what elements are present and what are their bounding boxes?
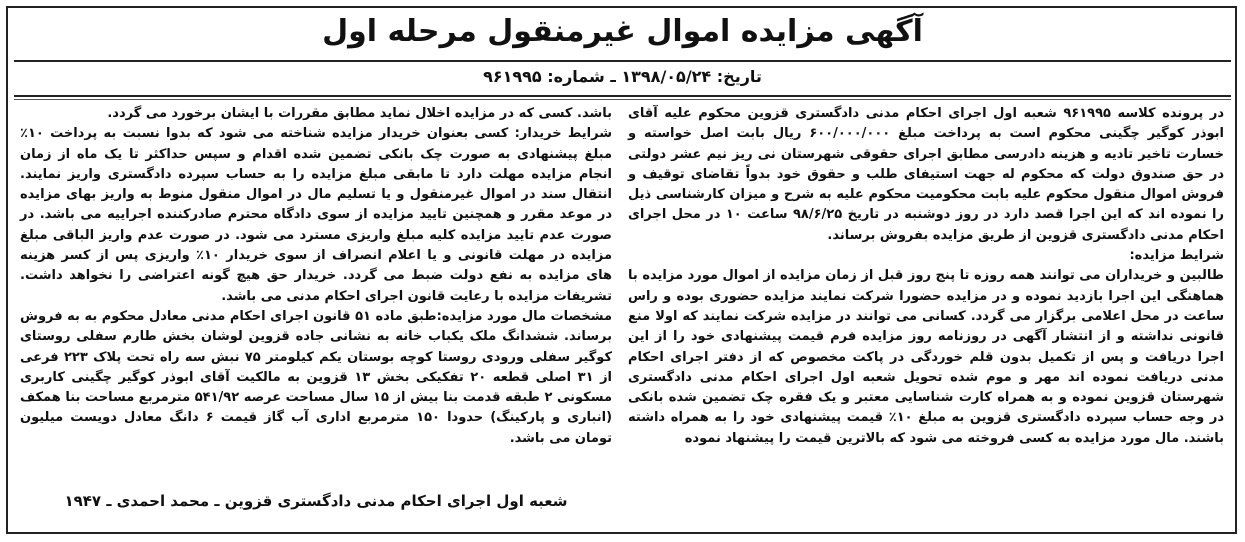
title-divider	[14, 60, 1231, 62]
property-specs-text: طبق ماده ۵۱ قانون اجرای احکام مدنی معادل محکوم به به فروش برساند. ششدانگ ملک یکباب خانه به نشانی جاده قزوین لوشان بخش طارم سفلی روستای کوگیر سفلی ورودی روستا کوچه بوستان یکم کیلومتر ۷۵ نبش سه راه تحت پلاک ۲۲۳ فرعی از ۳۱ اصلی قطعه ۲۰ تفکیکی بخش ۱۳ قزوین به مالکیت آقای ابوذر کوگیر چگینی کاربری مسکونی ۲ طبقه قدمت بنا بیش از ۱۵ سال مساحت عرصه ۵۴۱/۹۲ مترمربع مساحت بنا همکف (انباری و پارکینگ) حدودا ۱۵۰ مترمربع اداری آب گاز قیمت ۶ دانگ معادل دویست میلیون تومان می باشد.	[20, 308, 613, 446]
conditions-heading: شرایط مزایده:	[1129, 248, 1224, 264]
buyer-conditions-heading: شرایط خریدار:	[514, 126, 613, 142]
notice-title: آگهی مزایده اموال غیرمنقول مرحله اول	[322, 14, 923, 49]
buyer-conditions-text: کسی بعنوان خریدار مزایده شناخته می شود که بدوا نسبت به پرداخت ۱۰٪ مبلغ پیشنهادی به صورت چک بانکی تضمین شده اقدام و سپس حداکثر تا یک ماه از زمان انجام مزایده مهلت دارد تا مابقی مبلغ مزایده را به حساب سپرده دادگستری واریز نمایند. انتقال سند در اموال غیرمنقول و یا تسلیم مال در اموال منقول منوط به واریز بهای مزایده در موعد مقرر و همچنین تایید مزایده از سوی دادگاه محترم صادرکننده اجراییه می باشد. در صورت عدم تایید مزایده کلیه مبلغ واریزی مسترد می شود. در صورت عدم واریز الباقی مبلغ مزایده در مهلت قانونی و یا اعلام انصراف از سوی خریدار ۱۰٪ واریزی پس از کسر هزینه های مزایده به نفع دولت ضبط می گردد. خریدار حق هیچ گونه اعتراضی را نخواهد داشت. تشریفات مزایده با رعایت قانون اجرای احکام مدنی می باشد.	[20, 126, 612, 304]
property-specs-heading: مشخصات مال مورد مزایده:	[436, 308, 612, 324]
left-column	[20, 104, 612, 449]
date-and-number: تاریخ: ۱۳۹۸/۰۵/۲۴ ـ شماره: ۹۶۱۹۹۵	[483, 67, 762, 86]
continuation-paragraph: باشد. کسی که در مزایده اخلال نماید مطابق مقررات با ایشان برخورد می گردد.	[107, 106, 612, 121]
conditions-paragraph: طالبین و خریداران می توانند همه روزه تا پنج روز قبل از زمان مزایده از اموال مورد مزایده با هماهنگی این اجرا بازدید نموده و در مزایده حضورا شرکت نمایند مزایده حضوری بوده و راس ساعت در محل اعلامی برگزار می گردد. کسانی می توانند در مزایده شرکت نمایند که اولا منع قانونی نداشته و از انتشار آگهی در روزنامه روز مزایده فرم قیمت پیشنهادی خود را از این اجرا دریافت و پس از تکمیل بدون قلم خوردگی در پاکت مخصوص که از دفتر اجرای احکام مدنی دریافت نموده اند مهر و موم شده تحویل شعبه اول اجرای احکام مدنی دادگستری شهرستان قزوین نموده و به همراه کارت شناسایی معتبر و یک فقره چک تضمین شده بانکی در وجه حساب سپرده دادگستری قزوین به مبلغ ۱۰٪ قیمت پیشنهادی خود را به همراه داشته باشند. مال مورد مزایده به کسی فروخته می شود که بالاترین قیمت را پیشنهاد نموده	[628, 268, 1224, 446]
right-column	[628, 104, 1224, 449]
header-divider-thin	[14, 99, 1231, 100]
intro-paragraph: در پرونده کلاسه ۹۶۱۹۹۵ شعبه اول اجرای احکام مدنی دادگستری قزوین محکوم علیه آقای ابوذر کوگیر چگینی محکوم است به پرداخت مبلغ ۶۰۰/۰۰۰/۰۰۰ ریال بابت اصل خواسته و خسارت تاخیر تادیه و هزینه دادرسی مطابق اجرای حقوقی شهرستان نی ریز نیم عشر دولتی در حق صندوق دولت که محکوم له جهت استیفای طلب و حقوق خود بدواً تقاضای توقیف و فروش اموال منقول محکوم علیه بابت محکومیت محکوم علیه به شرح و میزان کارشناسی ذیل را نموده اند که این اجرا قصد دارد در روز دوشنبه در تاریخ ۹۸/۶/۲۵ ساعت ۱۰ در محل اجرای احکام مدنی دادگستری قزوین از طریق مزایده بفروش برساند.	[628, 106, 1224, 243]
issuer-signature: شعبه اول اجرای احکام مدنی دادگستری قزوین ـ محمد احمدی ـ ۱۹۴۷	[64, 492, 568, 510]
header-divider	[14, 95, 1231, 97]
